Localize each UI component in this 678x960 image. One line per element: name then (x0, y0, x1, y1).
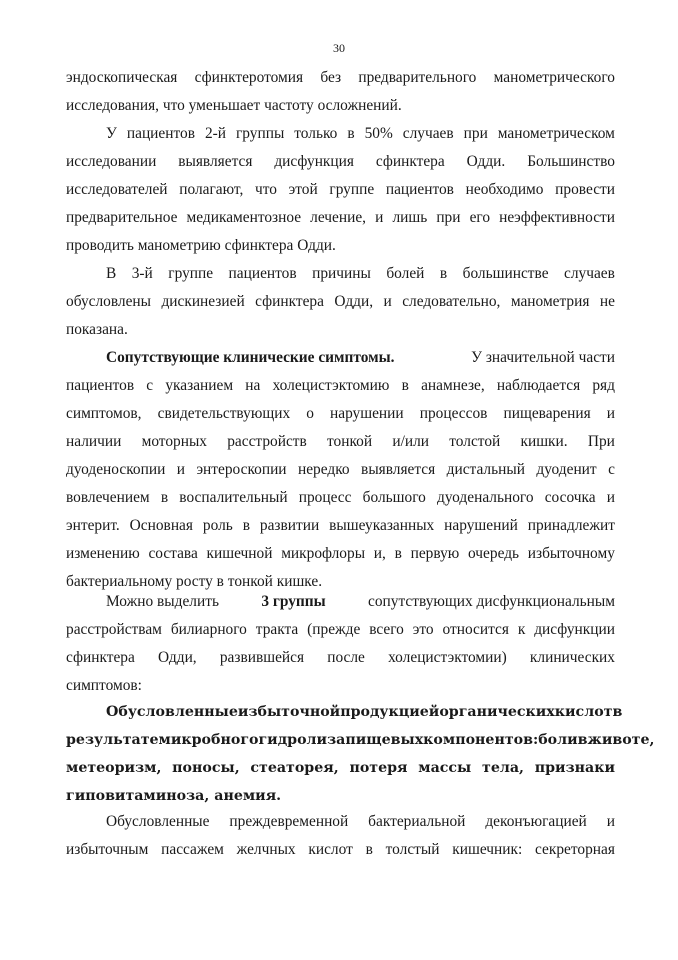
word: нарушений (444, 517, 518, 534)
word: о (306, 405, 314, 422)
text-line: бактериальному росту в тонкой кишке. (66, 573, 323, 590)
bold-text: 3 группы (261, 593, 326, 610)
word: энтерит. (66, 517, 120, 534)
word: органических (439, 704, 555, 720)
word: В (106, 265, 117, 282)
word: большинстве (462, 265, 549, 282)
word: моторных (141, 433, 207, 450)
word: 50% (364, 125, 393, 142)
text-line (66, 344, 615, 372)
word: микробного (158, 732, 259, 748)
word: При (587, 433, 615, 450)
word: толстой (449, 433, 501, 450)
word: симптомов, (66, 405, 142, 422)
text-line (66, 512, 615, 540)
word: пищевых (345, 732, 424, 748)
word: лечение, (310, 209, 367, 226)
text-line (66, 808, 615, 836)
word: вышеуказанных (329, 517, 435, 534)
word: кислот (554, 704, 613, 720)
word: всего (369, 621, 404, 638)
text-line (66, 428, 615, 456)
word: секреторная (535, 841, 615, 858)
text-line (66, 726, 655, 754)
word: сфинктеротомия (194, 69, 304, 86)
word: обусловлены (66, 293, 151, 310)
text-line (66, 836, 615, 864)
word: билиарного (170, 621, 247, 638)
word: указанием (165, 377, 234, 394)
word: гидролиза (258, 732, 346, 748)
word: Одди, (334, 293, 374, 310)
word: энтероскопии (196, 461, 287, 478)
word: на (245, 377, 261, 394)
word: полагают, (179, 181, 244, 198)
word: Обусловленные (106, 704, 238, 720)
word: избыточной (237, 704, 341, 720)
word: в (347, 125, 355, 142)
word: Одди, (158, 649, 197, 666)
word: деконъюгацией (485, 813, 587, 830)
word: случаев (564, 265, 615, 282)
word: массы (418, 760, 472, 776)
word: кишечной (206, 545, 273, 562)
word: группе (168, 265, 214, 282)
word: тонкой (327, 433, 373, 450)
word: признаки (534, 760, 615, 776)
word: изменению (66, 545, 140, 562)
word: пациентов (126, 125, 195, 142)
word: и (606, 489, 615, 506)
text-line (66, 698, 623, 726)
page-number: 30 (333, 41, 345, 55)
paragraph-7 (66, 808, 615, 864)
word: вовлечением (66, 489, 150, 506)
word: при (436, 209, 461, 226)
word: развившейся (219, 649, 305, 666)
word: тракта (255, 621, 299, 638)
word: преждевременной (229, 813, 349, 830)
word: компонентов: (423, 732, 539, 748)
paragraph-3 (66, 260, 615, 344)
text-line: симптомов: (66, 677, 142, 694)
word: при (463, 125, 488, 142)
word: манометрического (493, 69, 615, 86)
paragraph-4 (66, 344, 615, 596)
word: сфинктера (375, 153, 445, 170)
text-line: проводить манометрию сфинктера Одди. (66, 237, 336, 254)
text-line (66, 456, 615, 484)
word: бактериальной (368, 813, 466, 830)
word: исследователей (66, 181, 168, 198)
word: и/или (392, 433, 430, 450)
word: этой (288, 181, 318, 198)
word: необходимо (465, 181, 544, 198)
text-span: У значительной части (471, 349, 615, 366)
word: относится (442, 621, 509, 638)
word: нередко (297, 461, 350, 478)
text-line (66, 288, 615, 316)
word: исследовании (66, 153, 157, 170)
text-line (66, 204, 615, 232)
word: состава (148, 545, 198, 562)
word: Одди. (466, 153, 506, 170)
word: потеря (349, 760, 408, 776)
word: У (106, 125, 117, 142)
word: предварительное (66, 209, 178, 226)
word: расстройств (227, 433, 307, 450)
word: тела, (482, 760, 524, 776)
word: ряд (592, 377, 615, 394)
word: Большинство (527, 153, 615, 170)
word: принадлежит (527, 517, 615, 534)
text-line (66, 588, 615, 616)
word: кишечник: (452, 841, 523, 858)
word: манометрия (510, 293, 590, 310)
text-line (66, 260, 615, 288)
word: (прежде (307, 621, 361, 638)
word: наличии (66, 433, 122, 450)
word: с (146, 377, 154, 394)
word: процессов (419, 405, 488, 422)
word: и (606, 405, 615, 422)
word: случаев (402, 125, 454, 142)
word: очередь (468, 545, 520, 562)
word: пациентов (228, 265, 297, 282)
word: желчных (236, 841, 296, 858)
text-line (66, 372, 615, 400)
word: 3-й (131, 265, 153, 282)
word: к (517, 621, 526, 638)
text-line (66, 484, 615, 512)
word: наблюдается (496, 377, 581, 394)
word: дистальный (446, 461, 525, 478)
word: в (394, 545, 402, 562)
word: результате (66, 732, 159, 748)
word: Основная (129, 517, 193, 534)
word: группы (235, 125, 285, 142)
word: пациентов (66, 377, 135, 394)
text-line: гиповитаминоза, анемия. (66, 788, 282, 804)
word: избыточным (66, 841, 149, 858)
word: нарушении (330, 405, 404, 422)
word: кислот (308, 841, 353, 858)
word: и (606, 813, 615, 830)
word: микрофлоры (281, 545, 366, 562)
word: дисфункции (534, 621, 615, 638)
word: дуоденит (536, 461, 597, 478)
word: клинических (529, 649, 615, 666)
word: стеаторея, (250, 760, 339, 776)
word: эндоскопическая (66, 69, 178, 86)
word: сосочка (544, 489, 596, 506)
text-line (66, 120, 615, 148)
paragraph-1 (66, 64, 615, 120)
word: 2-й (204, 125, 226, 142)
word: группе (329, 181, 375, 198)
word: выявляется (361, 461, 436, 478)
word: это (412, 621, 434, 638)
word: избыточному (527, 545, 615, 562)
text-line (66, 176, 615, 204)
word: Обусловленные (106, 813, 210, 830)
word: первую (410, 545, 460, 562)
word: в (365, 841, 373, 858)
paragraph-5 (66, 588, 615, 700)
word: в (612, 704, 623, 720)
text-line (66, 644, 615, 672)
word: боли (538, 732, 578, 748)
paragraph-6-bold (66, 698, 655, 810)
paragraph-2 (66, 120, 615, 260)
word: выявляется (178, 153, 253, 170)
section-heading-inline: Сопутствующие клинические симптомы. (106, 349, 395, 366)
text-span: сопутствующих дисфункциональным (368, 593, 615, 610)
word: следовательно, (402, 293, 501, 310)
word: пациентов (385, 181, 454, 198)
word: холецистэктомию (272, 377, 390, 394)
word: воспалительный (179, 489, 288, 506)
word: в (577, 732, 588, 748)
text-line (66, 616, 615, 644)
word: расстройствам (66, 621, 162, 638)
word: большого (362, 489, 426, 506)
word: животе, (587, 732, 655, 748)
word: и (375, 209, 384, 226)
word: без (320, 69, 342, 86)
word: что (255, 181, 277, 198)
word: дуоденоскопии (66, 461, 166, 478)
word: кишки. (520, 433, 568, 450)
text-line (66, 400, 615, 428)
word: и (176, 461, 185, 478)
word: болей (386, 265, 425, 282)
word: манометрическом (497, 125, 615, 142)
word: медикаментозное (186, 209, 302, 226)
word: в (242, 517, 250, 534)
text-line (66, 64, 615, 92)
text-line (66, 540, 615, 568)
word: дисфункция (274, 153, 354, 170)
text-line: показана. (66, 321, 128, 338)
word: сфинктера (255, 293, 324, 310)
word: после (327, 649, 365, 666)
word: сфинктера (66, 649, 135, 666)
word: причины (312, 265, 371, 282)
word: свидетельствующих (157, 405, 291, 422)
text-line (66, 148, 615, 176)
word: анамнезе, (421, 377, 485, 394)
word: не (599, 293, 615, 310)
text-line (66, 754, 615, 782)
word: поносы, (172, 760, 240, 776)
word: процесс (298, 489, 352, 506)
word: холецистэктомии) (388, 649, 507, 666)
word: в (160, 489, 169, 506)
word: пассажем (161, 841, 224, 858)
word: только (294, 125, 338, 142)
word: провести (555, 181, 615, 198)
word: метеоризм, (66, 760, 162, 776)
word: в (439, 265, 448, 282)
word: и, (373, 545, 386, 562)
word: дуоденального (437, 489, 534, 506)
word: неэффективности (499, 209, 615, 226)
word: продукцией (340, 704, 440, 720)
word: лишь (392, 209, 428, 226)
word: и (383, 293, 392, 310)
word: развитии (259, 517, 320, 534)
word: дискинезией (161, 293, 245, 310)
word: с (608, 461, 615, 478)
word: пищеварения (503, 405, 591, 422)
word: в (401, 377, 409, 394)
word: его (469, 209, 491, 226)
text-line: исследования, что уменьшает частоту осложнений. (66, 97, 402, 114)
word: роль (202, 517, 233, 534)
text-span: Можно выделить (106, 593, 219, 610)
word: толстый (385, 841, 440, 858)
word: предварительного (358, 69, 477, 86)
